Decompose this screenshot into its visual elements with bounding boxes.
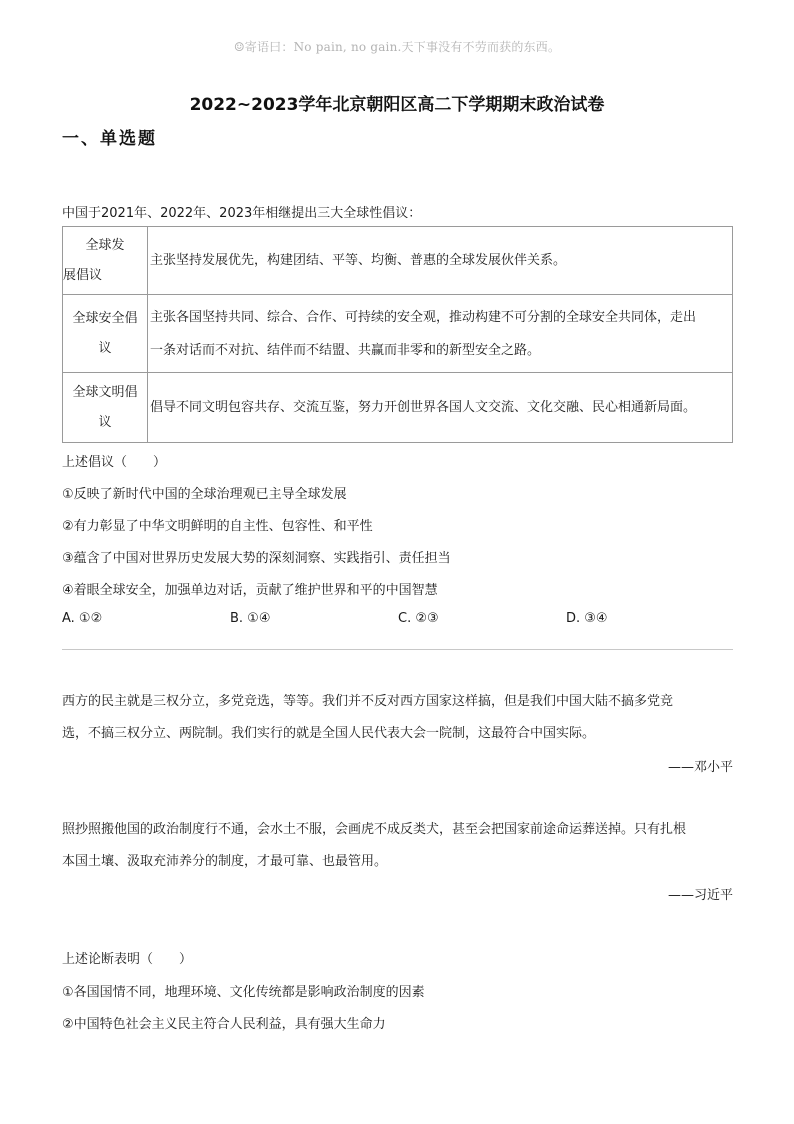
statement-item: ④着眼全球安全，加强单边对话，贡献了维护世界和平的中国智慧 — [62, 583, 438, 598]
question-1-stem: 上述倡议（ ） — [62, 455, 167, 470]
quote-xi — [62, 814, 734, 878]
initiative-desc-line: 一条对话而不对抗、结伴而不结盟、共赢而非零和的新型安全之路。 — [150, 342, 541, 358]
initiative-desc-line: 主张各国坚持共同、综合、合作、可持续的安全观，推动构建不可分割的全球安全共同体，走出 — [150, 309, 697, 325]
initiative-name-line: 议 — [98, 340, 112, 356]
statement-item: ①反映了新时代中国的全球治理观已主导全球发展 — [62, 487, 347, 502]
initiative-desc-line: 倡导不同文明包容共存、交流互鉴，努力开创世界各国人文交流、文化交融、民心相通新局面。 — [150, 400, 697, 415]
initiative-desc-line: 主张坚持发展优先，构建团结、平等、均衡、普惠的全球发展伙伴关系。 — [150, 253, 567, 268]
initiative-name-cell — [63, 295, 148, 373]
option-d[interactable]: D. ③④ — [566, 611, 608, 626]
statement-item: ①各国国情不同，地理环境、文化传统都是影响政治制度的因素 — [62, 985, 425, 1000]
table-row — [63, 227, 733, 295]
quote-line: 选，不搞三权分立、两院制。我们实行的就是全国人民代表大会一院制，这最符合中国实际。 — [62, 726, 596, 741]
initiative-name-line: 展倡议 — [63, 267, 103, 283]
initiative-name-line: 全球发 — [85, 237, 125, 253]
table-row — [63, 373, 733, 443]
statement-item: ②有力彰显了中华文明鲜明的自主性、包容性、和平性 — [62, 519, 373, 534]
initiative-name-cell — [63, 227, 148, 295]
initiative-desc-cell — [148, 295, 733, 373]
statement-item: ③蕴含了中国对世界历史发展大势的深刻洞察、实践指引、责任担当 — [62, 551, 451, 566]
quote-attribution: ——习近平 — [667, 888, 733, 903]
section-heading: 一、单选题 — [62, 129, 157, 149]
option-b[interactable]: B. ①④ — [230, 611, 271, 626]
initiative-name-line: 全球安全倡 — [72, 310, 138, 326]
initiatives-table — [62, 226, 733, 443]
initiative-name-cell — [63, 373, 148, 443]
quote-attribution: ——邓小平 — [667, 760, 733, 775]
statement-item: ②中国特色社会主义民主符合人民利益，具有强大生命力 — [62, 1017, 386, 1032]
quote-deng — [62, 686, 734, 750]
question-1-intro: 中国于2021年、2022年、2023年相继提出三大全球性倡议： — [62, 206, 422, 221]
question-divider — [62, 649, 733, 650]
initiative-desc-cell — [148, 227, 733, 295]
table-row — [63, 295, 733, 373]
initiative-desc-cell — [148, 373, 733, 443]
header-motto: ☺寄语曰：No pain, no gain.天下事没有不劳而获的东西。 — [233, 40, 561, 54]
option-c[interactable]: C. ②③ — [398, 611, 439, 626]
quote-line: 西方的民主就是三权分立，多党竞选，等等。我们并不反对西方国家这样搞，但是我们中国大陆不搞多党竞 — [62, 694, 674, 709]
quote-line: 照抄照搬他国的政治制度行不通，会水土不服，会画虎不成反类犬，甚至会把国家前途命运葬送掉。只有扎根 — [62, 822, 687, 837]
option-a[interactable]: A. ①② — [62, 611, 103, 626]
initiative-name-line: 全球文明倡 — [72, 384, 138, 400]
question-2-stem: 上述论断表明（ ） — [62, 952, 193, 967]
quote-line: 本国土壤、汲取充沛养分的制度，才最可靠、也最管用。 — [62, 854, 388, 869]
initiative-name-line: 议 — [98, 414, 112, 430]
document-title: 2022~2023学年北京朝阳区高二下学期期末政治试卷 — [189, 95, 605, 115]
